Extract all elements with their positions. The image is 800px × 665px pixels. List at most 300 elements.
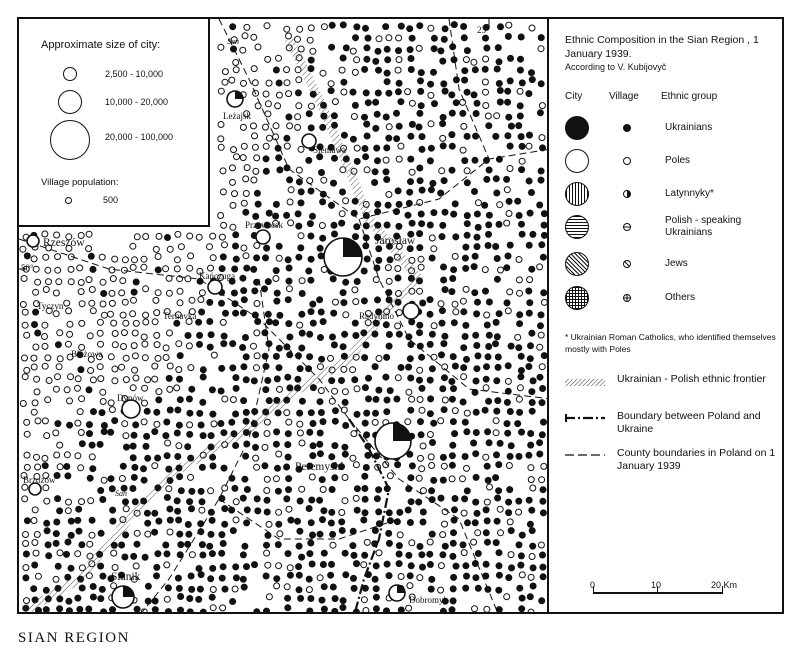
ukrainian-village-dot [343,279,349,285]
ukrainian-village-dot [374,145,380,151]
polish-village-dot [56,279,62,285]
polish-village-dot [79,320,85,326]
ukrainian-village-dot [318,253,324,259]
polish-village-dot [318,388,324,394]
polish-village-dot [141,419,147,425]
polish-village-dot [75,420,81,426]
polish-village-dot [78,280,84,286]
ukrainian-village-dot [427,377,433,383]
polish-village-dot [483,103,489,109]
ukrainian-village-dot [65,539,71,545]
ukrainian-village-dot [428,81,434,87]
ukrainian-village-dot [440,143,446,149]
ukrainian-village-dot [77,606,83,612]
polish-village-dot [264,476,270,482]
ukrainian-village-dot [154,409,160,415]
polish-village-dot [134,530,140,536]
polish-village-dot [22,355,28,361]
ukrainian-village-dot [494,452,500,458]
town-label-blazowa: Błażowa [71,349,103,359]
polish-village-dot [395,67,401,73]
ukrainian-village-dot [218,421,224,427]
village-circle [65,197,72,204]
ukrainian-village-dot [449,143,455,149]
polish-village-dot [428,121,434,127]
polish-village-dot [339,67,345,73]
polish-village-dot [286,33,292,39]
polish-village-dot [176,367,182,373]
ukrainian-village-dot [475,551,481,557]
ukrainian-village-dot [409,463,415,469]
ukrainian-village-dot [120,463,126,469]
polish-village-dot [396,57,402,63]
ukrainian-village-dot [317,531,323,537]
ukrainian-village-dot [175,508,181,514]
ukrainian-village-dot [384,222,390,228]
polish-village-dot [418,455,424,461]
polish-village-dot [343,198,349,204]
polish-village-dot [263,143,269,149]
ukrainian-village-dot [408,156,414,162]
polish-village-dot [98,376,104,382]
ukrainian-village-dot [475,353,481,359]
polish-village-dot [475,200,481,206]
ukrainian-village-dot [317,451,323,457]
ukrainian-village-dot [472,253,478,259]
ukrainian-village-dot [152,529,158,535]
ukrainian-village-dot [339,528,345,534]
ukrainian-village-dot [361,268,367,274]
scale-label-20: 20 Km [711,580,738,590]
polish-village-dot [354,57,360,63]
town-label-jaroslaw: Jarosław [375,235,416,247]
boundary-line-symbol [565,413,605,423]
ukrainian-village-dot [451,211,457,217]
polish-village-dot [87,333,93,339]
ukrainian-village-dot [519,429,525,435]
ukrainian-village-dot [450,540,456,546]
ukrainian-village-dot [486,167,492,173]
polish-village-dot [429,235,435,241]
ukrainian-village-dot [208,332,214,338]
ukrainian-village-dot [516,123,522,129]
polish-village-dot [110,276,116,282]
polish-village-dot [35,418,41,424]
ukrainian-village-dot [177,376,183,382]
ukrainian-village-dot [529,528,535,534]
ukrainian-village-dot [419,221,425,227]
ukrainian-village-dot [362,585,368,591]
polish-village-dot [297,322,303,328]
ukrainian-village-dot [529,70,535,76]
ukrainian-village-dot [441,407,447,413]
polish-village-dot [418,264,424,270]
polish-village-dot [142,355,148,361]
polish-village-dot [121,344,127,350]
polish-village-dot [122,299,128,305]
polish-village-dot [519,572,525,578]
ukrainian-village-dot [409,319,415,325]
ukrainian-village-dot [177,397,183,403]
polish-village-dot [463,286,469,292]
ukrainian-village-dot [274,576,280,582]
ukrainian-village-dot [474,211,480,217]
ukrainian-village-dot [530,378,536,384]
ukrainian-village-dot [354,561,360,567]
ukrainian-village-dot [441,264,447,270]
polish-village-dot [31,256,37,262]
ukrainian-village-dot [274,429,280,435]
ukrainian-village-dot [276,243,282,249]
polish-village-dot [187,233,193,239]
polish-village-dot [219,234,225,240]
polish-village-dot [132,330,138,336]
polish-village-dot [428,92,434,98]
polish-village-dot [230,202,236,208]
ukrainian-village-dot [75,595,81,601]
ukrainian-village-dot [276,521,282,527]
polish-village-dot [241,143,247,149]
ukrainian-village-dot [442,375,448,381]
ukrainian-village-dot [495,495,501,501]
ukrainian-village-dot [463,322,469,328]
polish-village-dot [516,396,522,402]
ukrainian-village-dot [163,542,169,548]
polish-village-dot [482,267,488,273]
polish-village-dot [516,257,522,263]
ukrainian-village-dot [98,488,104,494]
polish-village-dot [86,277,92,283]
city-ukrainian-sector [397,585,405,593]
ukrainian-village-dot [24,518,30,524]
polish-village-dot [119,364,125,370]
ukrainian-village-dot [541,290,547,296]
ukrainian-village-dot [176,422,182,428]
ukrainian-village-dot [329,22,335,28]
ukrainian-village-dot [429,488,435,494]
ukrainian-village-dot [541,419,547,425]
polish-village-dot [539,477,545,483]
ukrainian-village-dot [496,462,502,468]
polish-village-dot [53,430,59,436]
ukrainian-village-dot [527,210,533,216]
ukrainian-village-dot [131,474,137,480]
ukrainian-village-dot [416,124,422,130]
ukrainian-village-dot [210,411,216,417]
ukrainian-village-dot [23,551,29,557]
polish-village-dot [143,286,149,292]
ukrainian-village-dot [331,222,337,228]
ukrainian-village-dot [417,322,423,328]
ukrainian-village-dot [101,291,107,297]
polish-village-dot [299,440,305,446]
ukrainian-village-dot [198,422,204,428]
polish-village-dot [242,33,248,39]
polish-village-dot [154,310,160,316]
ukrainian-village-dot [200,609,206,614]
ukrainian-village-dot [509,565,515,571]
ukrainian-village-dot [187,596,193,602]
polish-village-dot [409,540,415,546]
ukrainian-village-dot [130,486,136,492]
polish-village-dot [417,367,423,373]
ukrainian-village-dot [276,155,282,161]
ukrainian-village-dot [361,298,367,304]
ukrainian-village-dot [473,430,479,436]
polish-village-dot [452,301,458,307]
ukrainian-village-dot [342,399,348,405]
ukrainian-village-dot [297,410,303,416]
polish-village-dot [22,322,28,328]
polish-village-dot [186,343,192,349]
polish-village-dot [55,254,61,260]
ukrainian-village-dot [407,573,413,579]
ukrainian-village-dot [273,201,279,207]
polish-village-dot [20,246,26,252]
ukrainian-village-dot [472,189,478,195]
ukrainian-village-dot [240,552,246,558]
polish-speaking-village-symbol [623,223,631,231]
polish-village-dot [32,507,38,513]
polish-village-dot [364,539,370,545]
polish-village-dot [163,345,169,351]
polish-village-dot [538,332,544,338]
ukrainian-village-dot [354,279,360,285]
ukrainian-village-dot [460,399,466,405]
ukrainian-village-dot [417,330,423,336]
polish-village-dot [438,418,444,424]
polish-village-dot [152,319,158,325]
ukrainian-village-dot [462,68,468,74]
ukrainian-village-dot [450,419,456,425]
polish-village-dot [483,454,489,460]
polish-village-dot [339,510,345,516]
ukrainian-village-dot [133,279,139,285]
ukrainian-village-dot [186,396,192,402]
ukrainian-village-dot [276,365,282,371]
ukrainian-village-dot [494,378,500,384]
ukrainian-village-dot [529,266,535,272]
ukrainian-village-dot [373,563,379,569]
ukrainian-village-dot [101,429,107,435]
polish-village-dot [254,464,260,470]
polish-village-dot [121,330,127,336]
ukrainian-village-dot [430,440,436,446]
ukrainian-village-dot [155,455,161,461]
ukrainian-village-dot [197,332,203,338]
polish-village-dot [276,451,282,457]
polish-village-dot [354,386,360,392]
ukrainian-village-dot [428,145,434,151]
polish-village-dot [177,288,183,294]
ukrainian-village-dot [330,531,336,537]
ukrainian-village-dot [263,156,269,162]
polish-village-dot [297,430,303,436]
ukrainian-village-dot [101,423,107,429]
ukrainian-village-dot [451,320,457,326]
ukrainian-village-dot [341,132,347,138]
ukrainian-village-dot [145,583,151,589]
river-label-san-south: San [115,489,127,498]
ukrainian-village-dot [526,364,532,370]
ukrainian-village-dot [241,297,247,303]
ukrainian-village-dot [463,244,469,250]
ukrainian-village-dot [365,35,371,41]
polish-village-dot [243,253,249,259]
city-symbol [27,235,39,247]
ukrainian-village-dot [57,606,63,612]
ukrainian-village-dot [285,551,291,557]
ukrainian-village-dot [516,213,522,219]
ukrainian-village-dot [298,200,304,206]
ukrainian-village-dot [200,433,206,439]
ukrainian-village-dot [298,189,304,195]
ukrainian-village-dot [309,497,315,503]
polish-village-dot [538,46,544,52]
polish-village-dot [307,37,313,43]
ukrainian-village-dot [439,320,445,326]
polish-village-dot [78,465,84,471]
polish-village-dot [218,144,224,150]
polish-village-dot [266,521,272,527]
legend-title: Ethnic Composition in the Sian Region , 1 January 1939. [565,34,759,60]
legend-label-boundary: Boundary between Poland and Ukraine [617,410,761,435]
polish-village-dot [529,554,535,560]
ukrainian-village-dot [221,333,227,339]
ukrainian-village-dot [199,499,205,505]
ukrainian-village-dot [498,24,504,30]
ukrainian-village-dot [200,367,206,373]
polish-village-dot [220,319,226,325]
ukrainian-village-dot [100,497,106,503]
ukrainian-village-dot [537,202,543,208]
ukrainian-village-dot [504,399,510,405]
polish-village-dot [517,290,523,296]
polish-village-dot [132,353,138,359]
ukrainian-village-dot [409,220,415,226]
ukrainian-village-dot [254,255,260,261]
ukrainian-village-dot [331,342,337,348]
polish-village-dot [155,355,161,361]
ukrainian-village-dot [185,444,191,450]
ukrainian-village-dot [372,576,378,582]
ukrainian-village-dot [66,608,72,614]
ukrainian-village-dot [350,89,356,95]
polish-village-dot [156,233,162,239]
ukrainian-village-dot [504,176,510,182]
polish-village-dot [89,454,95,460]
ukrainian-village-dot [175,454,181,460]
polish-village-dot [461,510,467,516]
ukrainian-village-dot [154,564,160,570]
ukrainian-village-dot [471,264,477,270]
ukrainian-village-dot [473,133,479,139]
ukrainian-village-dot [144,510,150,516]
polish-village-dot [142,385,148,391]
polish-village-dot [67,321,73,327]
ukrainian-village-dot [233,243,239,249]
polish-village-dot [352,287,358,293]
ukrainian-village-dot [110,518,116,524]
polish-village-dot [398,143,404,149]
polish-village-dot [310,48,316,54]
ukrainian-village-dot [451,517,457,523]
polish-village-dot [42,334,48,340]
ukrainian-village-dot [165,609,171,614]
polish-village-dot [243,191,249,197]
polish-village-dot [154,332,160,338]
ukrainian-village-dot [308,125,314,131]
ukrainian-village-dot [229,475,235,481]
ukrainian-village-dot [321,508,327,514]
ukrainian-village-dot [339,378,345,384]
ukrainian-village-dot [308,188,314,194]
ukrainian-village-dot [484,364,490,370]
ukrainian-village-dot [384,561,390,567]
polish-village-dot [31,364,37,370]
ukrainian-village-dot [482,407,488,413]
ukrainian-village-dot [152,607,158,613]
ukrainian-village-dot [428,396,434,402]
polish-village-dot [428,454,434,460]
ukrainian-village-dot [354,486,360,492]
ukrainian-village-dot [199,542,205,548]
ukrainian-village-dot [464,89,470,95]
ukrainian-village-dot [494,66,500,72]
ukrainian-village-dot [508,528,514,534]
polish-village-dot [108,311,114,317]
ukrainian-village-dot [497,99,503,105]
ukrainian-village-dot [284,135,290,141]
polish-village-dot [141,256,147,262]
ukrainian-village-dot [518,353,524,359]
ukrainian-village-dot [539,598,545,604]
ukrainian-village-dot [473,332,479,338]
ukrainian-village-dot [450,586,456,592]
polish-village-dot [308,25,314,31]
polish-village-dot [233,60,239,66]
polish-village-dot [516,277,522,283]
ukrainian-village-dot [45,542,51,548]
ukrainian-village-dot [453,77,459,83]
ukrainian-village-dot [517,312,523,318]
ukrainian-village-dot [87,431,93,437]
ukrainian-village-dot [220,254,226,260]
ukrainian-village-dot [473,451,479,457]
ukrainian-village-dot [200,399,206,405]
ukrainian-village-dot [321,550,327,556]
ukrainian-village-dot [474,244,480,250]
polish-village-dot [483,56,489,62]
ukrainian-village-dot [541,232,547,238]
ukrainian-village-dot [332,443,338,449]
polish-village-dot [24,452,30,458]
polish-village-dot [188,365,194,371]
ukrainian-village-dot [274,298,280,304]
ukrainian-village-dot [76,528,82,534]
polish-village-dot [167,246,173,252]
ukrainian-village-dot [264,542,270,548]
ukrainian-village-dot [451,57,457,63]
polish-village-dot [519,158,525,164]
ukrainian-village-dot [463,265,469,271]
ukrainian-village-dot [461,35,467,41]
ukrainian-village-dot [53,540,59,546]
polish-village-dot [65,341,71,347]
ukrainian-village-dot [493,319,499,325]
ukrainian-village-dot [124,444,130,450]
ukrainian-village-dot [540,552,546,558]
